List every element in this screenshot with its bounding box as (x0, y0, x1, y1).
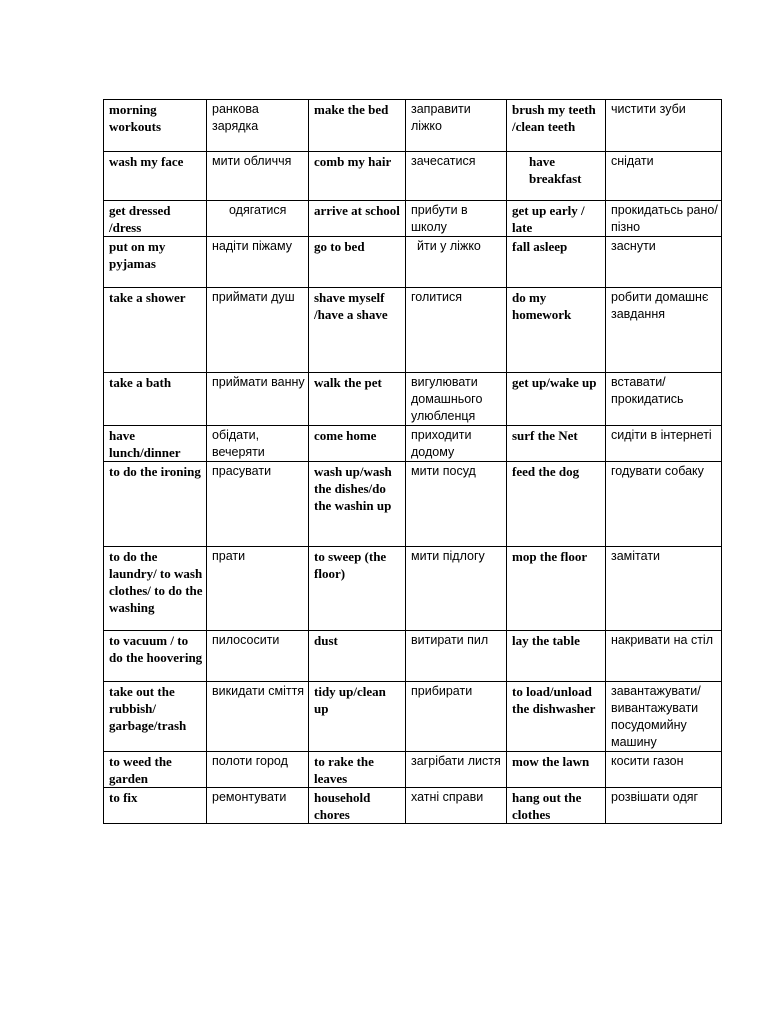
english-phrase: to sweep (the floor) (309, 547, 406, 631)
english-phrase: mow the lawn (507, 752, 606, 788)
ukrainian-translation: снідати (606, 152, 722, 201)
ukrainian-translation: мити обличчя (207, 152, 309, 201)
english-phrase: to weed the garden (104, 752, 207, 788)
english-phrase: go to bed (309, 237, 406, 288)
english-phrase: fall asleep (507, 237, 606, 288)
ukrainian-translation: прасувати (207, 462, 309, 547)
english-phrase: make the bed (309, 100, 406, 152)
english-phrase: walk the pet (309, 373, 406, 426)
ukrainian-translation: викидати сміття (207, 682, 309, 752)
english-phrase: come home (309, 426, 406, 462)
table-row (104, 237, 722, 288)
english-phrase: wash up/wash the dishes/do the washin up (309, 462, 406, 547)
ukrainian-translation: заснути (606, 237, 722, 288)
english-phrase: take out the rubbish/ garbage/trash (104, 682, 207, 752)
ukrainian-translation: голитися (406, 288, 507, 373)
ukrainian-translation: приймати душ (207, 288, 309, 373)
table-row (104, 426, 722, 462)
ukrainian-translation: мити підлогу (406, 547, 507, 631)
english-phrase: to load/unload the dishwasher (507, 682, 606, 752)
table-row (104, 288, 722, 373)
ukrainian-translation: надіти піжаму (207, 237, 309, 288)
english-phrase: to rake the leaves (309, 752, 406, 788)
vocabulary-table (103, 99, 722, 824)
english-phrase: put on my pyjamas (104, 237, 207, 288)
english-phrase: feed the dog (507, 462, 606, 547)
ukrainian-translation: косити газон (606, 752, 722, 788)
ukrainian-translation: заправити ліжко (406, 100, 507, 152)
english-phrase: do my homework (507, 288, 606, 373)
ukrainian-translation: пилососити (207, 631, 309, 682)
english-phrase: arrive at school (309, 201, 406, 237)
ukrainian-translation: вигулювати домашнього улюбленця (406, 373, 507, 426)
english-phrase: surf the Net (507, 426, 606, 462)
english-phrase: to do the laundry/ to wash clothes/ to do the washing (104, 547, 207, 631)
english-phrase: dust (309, 631, 406, 682)
ukrainian-translation: прибути в школу (406, 201, 507, 237)
table-row (104, 682, 722, 752)
ukrainian-translation: одягатися (207, 201, 309, 237)
table-row (104, 100, 722, 152)
english-phrase: get up/wake up (507, 373, 606, 426)
ukrainian-translation: приходити додому (406, 426, 507, 462)
english-phrase: brush my teeth /clean teeth (507, 100, 606, 152)
table-row (104, 201, 722, 237)
ukrainian-translation: загрібати листя (406, 752, 507, 788)
ukrainian-translation: полоти город (207, 752, 309, 788)
english-phrase: to do the ironing (104, 462, 207, 547)
ukrainian-translation: вставати/ прокидатись (606, 373, 722, 426)
ukrainian-translation: йти у ліжко (406, 237, 507, 288)
table-row (104, 788, 722, 824)
english-phrase: get up early / late (507, 201, 606, 237)
english-phrase: take a bath (104, 373, 207, 426)
english-phrase: have lunch/dinner (104, 426, 207, 462)
english-phrase: lay the table (507, 631, 606, 682)
english-phrase: household chores (309, 788, 406, 824)
ukrainian-translation: приймати ванну (207, 373, 309, 426)
ukrainian-translation: чистити зуби (606, 100, 722, 152)
table-row (104, 373, 722, 426)
ukrainian-translation: обідати, вечеряти (207, 426, 309, 462)
ukrainian-translation: накривати на стіл (606, 631, 722, 682)
english-phrase: to vacuum / to do the hoovering (104, 631, 207, 682)
english-phrase: get dressed /dress (104, 201, 207, 237)
ukrainian-translation: робити домашнє завдання (606, 288, 722, 373)
table-row (104, 752, 722, 788)
english-phrase: shave myself /have a shave (309, 288, 406, 373)
table-row (104, 547, 722, 631)
english-phrase: tidy up/clean up (309, 682, 406, 752)
english-phrase: morning workouts (104, 100, 207, 152)
english-phrase: hang out the clothes (507, 788, 606, 824)
english-phrase: take a shower (104, 288, 207, 373)
table-row (104, 631, 722, 682)
ukrainian-translation: замітати (606, 547, 722, 631)
english-phrase: to fix (104, 788, 207, 824)
table-row (104, 462, 722, 547)
ukrainian-translation: сидіти в інтернеті (606, 426, 722, 462)
english-phrase: mop the floor (507, 547, 606, 631)
ukrainian-translation: мити посуд (406, 462, 507, 547)
ukrainian-translation: хатні справи (406, 788, 507, 824)
english-phrase: comb my hair (309, 152, 406, 201)
english-phrase: have breakfast (507, 152, 606, 201)
ukrainian-translation: ремонтувати (207, 788, 309, 824)
ukrainian-translation: прокидатьсь рано/ пізно (606, 201, 722, 237)
ukrainian-translation: прати (207, 547, 309, 631)
ukrainian-translation: годувати собаку (606, 462, 722, 547)
english-phrase: wash my face (104, 152, 207, 201)
ukrainian-translation: ранкова зарядка (207, 100, 309, 152)
ukrainian-translation: завантажувати/ вивантажувати посудомийну машину (606, 682, 722, 752)
ukrainian-translation: розвішати одяг (606, 788, 722, 824)
ukrainian-translation: прибирати (406, 682, 507, 752)
ukrainian-translation: витирати пил (406, 631, 507, 682)
table-row (104, 152, 722, 201)
ukrainian-translation: зачесатися (406, 152, 507, 201)
